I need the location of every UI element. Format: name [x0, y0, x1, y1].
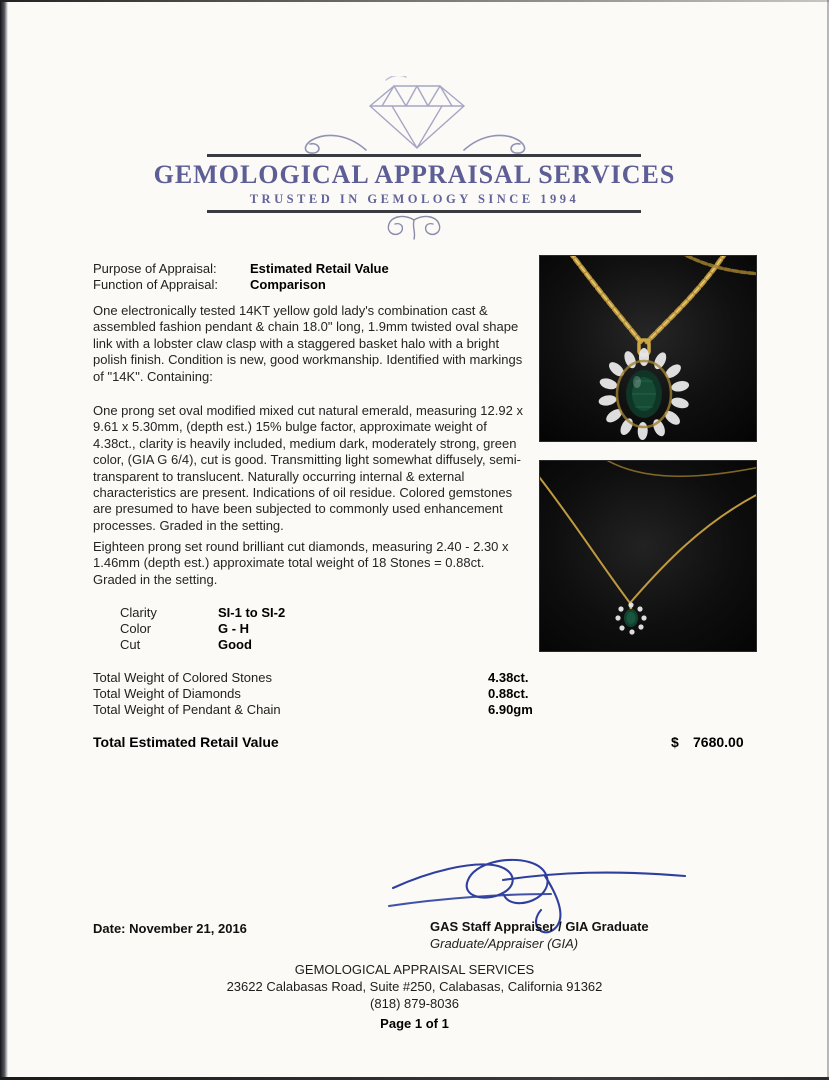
scan-edge-top [0, 0, 829, 2]
total-label: Total Weight of Colored Stones [93, 670, 272, 685]
header-rule-bottom [207, 210, 641, 213]
diamond-grade-table [120, 605, 285, 653]
total-label: Total Weight of Pendant & Chain [93, 702, 281, 717]
grade-label: Clarity [120, 605, 157, 620]
retail-value-label: Total Estimated Retail Value [93, 734, 279, 750]
footer-phone: (818) 879-8036 [370, 996, 459, 1011]
total-value: 6.90gm [488, 702, 533, 717]
grade-row-clarity [120, 605, 285, 621]
company-tagline: TRUSTED IN GEMOLOGY SINCE 1994 [249, 192, 580, 206]
emerald-gem-icon [626, 370, 662, 418]
grade-row-cut [120, 637, 285, 653]
grade-value: Good [218, 637, 252, 652]
total-value: 0.88ct. [488, 686, 529, 701]
grade-value: G - H [218, 621, 250, 636]
total-label: Total Weight of Diamonds [93, 686, 241, 701]
grade-value: SI-1 to SI-2 [218, 605, 286, 620]
total-value: 4.38ct. [488, 670, 529, 685]
pendant-full-illustration [540, 461, 756, 651]
appraisal-date: Date: November 21, 2016 [93, 921, 247, 936]
weight-totals-table [93, 670, 653, 718]
purpose-label: Purpose of Appraisal: [93, 261, 217, 276]
page-number: Page 1 of 1 [380, 1016, 449, 1031]
function-row [93, 277, 389, 293]
grade-row-color [120, 621, 285, 637]
description-paragraph-pendant: One electronically tested 14KT yellow gold lady's combination cast & assembled fashion pendant & chain 18.0" long, 1.9mm twisted oval shape link with a lobster claw clasp with a staggered basket halo with a bright polish finish. Condition is new, good workmanship. Identified with markings of "14K". Containing: [93, 303, 523, 384]
total-row-diamonds [93, 686, 653, 702]
footer-company-name: GEMOLOGICAL APPRAISAL SERVICES [294, 962, 535, 977]
function-label: Function of Appraisal: [93, 277, 219, 292]
description-paragraph-emerald: One prong set oval modified mixed cut natural emerald, measuring 12.92 x 9.61 x 5.30mm, (depth est.) 15% bulge factor, approximate weight of 4.38ct., clarity is heavily included, medium dark, moderately strong, green color, (GIA G 6/4), cut is good. Transmitting light somewhat diffusely, semi-transparent to translucent. Naturally occurring internal & external characteristics are present. Indications of oil residue. Colored gemstones are presumed to have been subjected to commonly used enhancement processes. Graded in the setting. [93, 403, 523, 533]
appraiser-title: GAS Staff Appraiser / GIA Graduate [430, 919, 649, 934]
retail-value-amount: 7680.00 [693, 734, 744, 750]
total-row-colored-stones [93, 670, 653, 686]
footer-address: 23622 Calabasas Road, Suite #250, Calabasas, California 91362 [226, 979, 603, 994]
pendant-photo-full [540, 461, 756, 651]
appraiser-subtitle: Graduate/Appraiser (GIA) [430, 936, 579, 951]
pendant-closeup-illustration [540, 256, 756, 441]
total-retail-value-row [93, 734, 744, 750]
total-row-pendant-chain [93, 702, 653, 718]
grade-label: Cut [120, 637, 141, 652]
grade-label: Color [120, 621, 152, 636]
diamond-logo-icon [362, 76, 472, 154]
bottom-scroll-flourish-icon [384, 214, 444, 244]
pendant-photo-closeup [540, 256, 756, 441]
company-title: GEMOLOGICAL APPRAISAL SERVICES [153, 160, 676, 189]
currency-symbol: $ [671, 734, 679, 750]
function-value: Comparison [250, 277, 326, 292]
appraisal-purpose-block [93, 261, 389, 293]
header-rule-top [207, 154, 641, 157]
purpose-row [93, 261, 389, 277]
description-paragraph-diamonds: Eighteen prong set round brilliant cut diamonds, measuring 2.40 - 2.30 x 1.46mm (depth est.) approximate total weight of 18 Stones = 0.88ct. Graded in the setting. [93, 539, 509, 587]
purpose-value: Estimated Retail Value [250, 261, 389, 276]
